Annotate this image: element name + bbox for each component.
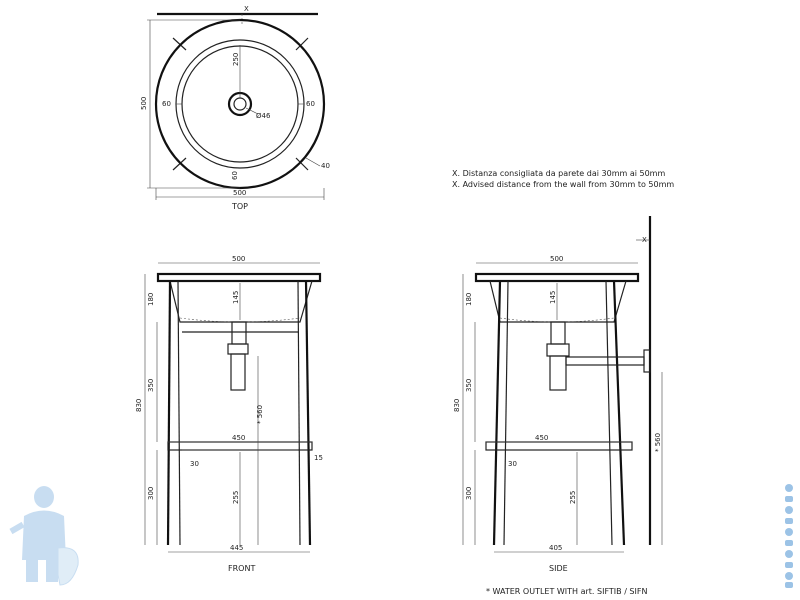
front-dim-bowl-height: 180	[147, 292, 155, 306]
top-dim-leg: 40	[321, 162, 330, 170]
note-italian: X. Distanza consigliata da parete dai 30mm ai 50mm	[452, 169, 666, 178]
side-dim-shelf-height: 255	[569, 490, 577, 504]
front-dim-outlet-height: * 560	[256, 404, 264, 424]
side-x-mark: X	[642, 236, 647, 244]
front-siphon-top	[232, 322, 246, 344]
top-leg-tl	[173, 38, 186, 50]
front-siphon-body	[231, 354, 245, 390]
front-top-plate	[158, 274, 320, 281]
side-dim-top-width: 500	[550, 255, 564, 263]
top-dim-drain: Ø46	[256, 112, 271, 120]
top-x-mark: X	[244, 5, 249, 13]
side-dim-shelf-inset: 30	[508, 460, 517, 468]
top-dim-right-offset: 60	[306, 100, 315, 108]
front-dim-shelf-inset: 30	[190, 460, 199, 468]
plumber-mascot-icon	[9, 486, 78, 585]
front-view	[135, 255, 323, 573]
side-dim-lower-section: 300	[465, 486, 473, 500]
front-dim-bowl-depth: 145	[232, 290, 240, 304]
front-dim-total-height: 830	[135, 398, 143, 412]
front-leg-left-outer	[168, 281, 170, 545]
side-top-plate	[476, 274, 638, 281]
front-shelf	[168, 442, 312, 450]
top-dim-left-offset: 60	[162, 100, 171, 108]
top-leg-bl	[173, 158, 186, 170]
front-dim-shelf-height: 255	[232, 490, 240, 504]
front-bowl	[170, 281, 312, 322]
footnote: * WATER OUTLET WITH art. SIFTIB / SIFN	[486, 587, 648, 596]
top-dim-height: 500	[140, 96, 148, 110]
side-view-label: SIDE	[549, 564, 568, 573]
front-view-label: FRONT	[228, 564, 256, 573]
distance-note	[452, 169, 674, 189]
top-view	[140, 5, 330, 211]
vertical-brand-logo	[782, 480, 796, 590]
top-view-label: TOP	[232, 202, 249, 211]
top-dim-bottom-offset: 60	[231, 171, 239, 180]
side-dim-bowl-height: 180	[465, 292, 473, 306]
side-dim-bowl-depth: 145	[549, 290, 557, 304]
side-dim-total-height: 830	[453, 398, 461, 412]
front-leg-right-outer	[306, 281, 310, 545]
top-dim-width: 500	[233, 189, 247, 197]
side-outlet-pipe	[566, 357, 644, 365]
front-dim-shelf-thickness: 15	[314, 454, 323, 462]
front-dim-shelf-width: 450	[232, 434, 246, 442]
top-dim-bowl-depth: 250	[232, 52, 240, 66]
front-dim-upper-section: 350	[147, 378, 155, 392]
front-dim-lower-section: 300	[147, 486, 155, 500]
side-dim-shelf-width: 450	[535, 434, 549, 442]
side-dim-upper-section: 350	[465, 378, 473, 392]
side-siphon-top	[551, 322, 565, 344]
front-dim-base-width: 445	[230, 544, 244, 552]
side-siphon-body	[550, 356, 566, 390]
side-dim-base-width: 405	[549, 544, 563, 552]
side-view	[453, 216, 662, 573]
note-english: X. Advised distance from the wall from 30mm to 50mm	[452, 180, 675, 189]
side-dim-outlet-height: * 560	[654, 432, 662, 452]
front-leg-right-inner	[298, 281, 300, 545]
front-dim-top-width: 500	[232, 255, 246, 263]
